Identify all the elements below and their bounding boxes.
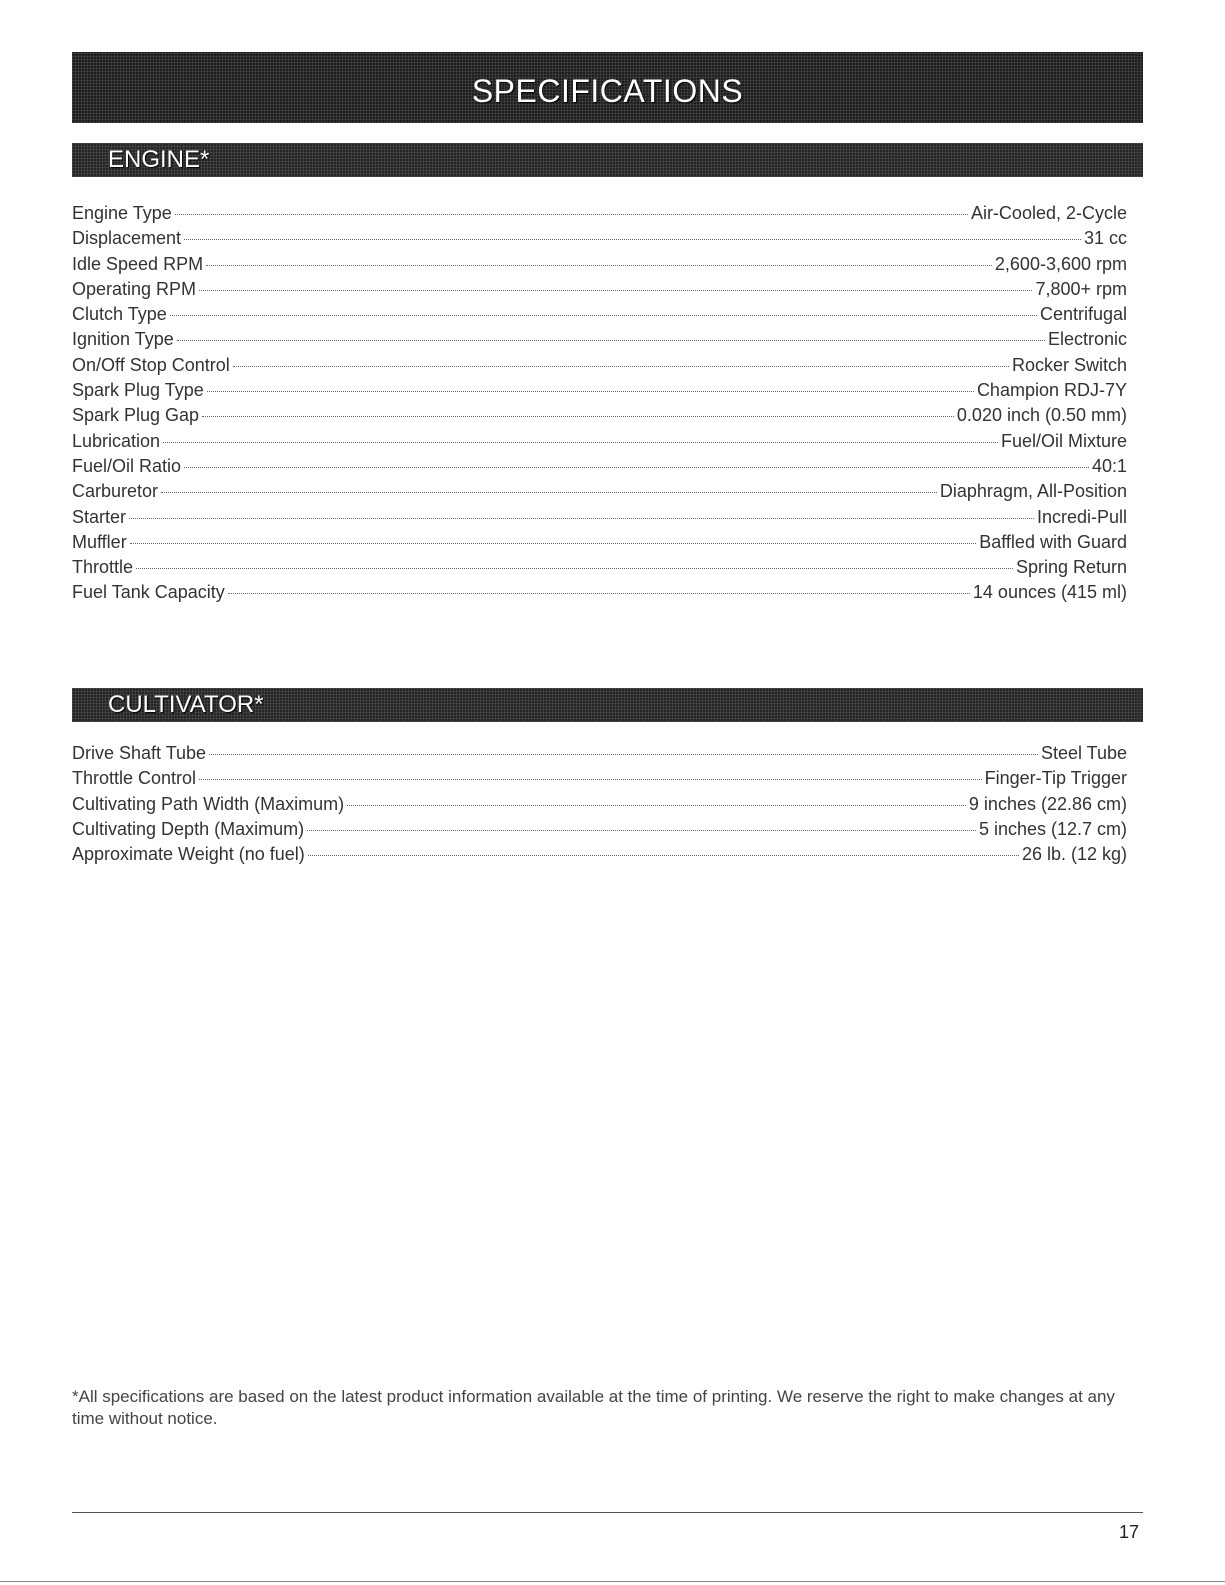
spec-row — [72, 792, 1127, 817]
spec-value: 26 lb. (12 kg) — [1021, 844, 1127, 865]
spec-row — [72, 226, 1127, 251]
dot-leader — [136, 568, 1013, 569]
spec-value: Electronic — [1047, 329, 1127, 350]
dot-leader — [199, 290, 1032, 291]
dot-leader — [228, 593, 970, 594]
dot-leader — [307, 830, 976, 831]
dot-leader — [184, 239, 1081, 240]
spec-label: Operating RPM — [72, 278, 197, 299]
spec-row — [72, 302, 1127, 327]
dot-leader — [177, 340, 1045, 341]
dot-leader — [184, 467, 1089, 468]
page-number: 17 — [1118, 1522, 1139, 1542]
dot-leader — [308, 855, 1019, 856]
spec-value: 2,600-3,600 rpm — [994, 253, 1127, 274]
spec-row — [72, 580, 1127, 605]
spec-label: Clutch Type — [72, 304, 167, 325]
spec-value: Steel Tube — [1040, 743, 1127, 763]
spec-row — [72, 201, 1127, 226]
spec-label: Carburetor — [72, 481, 159, 502]
spec-label: Displacement — [72, 228, 182, 249]
dot-leader — [209, 754, 1038, 755]
spec-label: Muffler — [72, 531, 127, 552]
spec-label: Spark Plug Type — [72, 380, 204, 401]
spec-value: Baffled with Guard — [979, 531, 1127, 552]
spec-label: Approximate Weight (no fuel) — [72, 844, 305, 865]
spec-row — [72, 378, 1127, 403]
dot-leader — [233, 366, 1009, 367]
dot-leader — [163, 442, 998, 443]
page-title: SPECIFICATIONS — [471, 73, 744, 109]
spec-label: Cultivating Path Width (Maximum) — [72, 793, 345, 814]
spec-label: Cultivating Depth (Maximum) — [72, 818, 305, 839]
page-title-banner — [72, 52, 1143, 123]
spec-value: Centrifugal — [1039, 304, 1127, 325]
engine-section-title: ENGINE* — [108, 146, 210, 173]
engine-section-header — [72, 143, 1143, 177]
dot-leader — [161, 492, 937, 493]
spec-row — [72, 530, 1127, 555]
spec-value: Fuel/Oil Mixture — [1000, 430, 1127, 451]
dot-leader — [207, 391, 974, 392]
spec-value: Champion RDJ-7Y — [976, 380, 1127, 401]
spec-row — [72, 817, 1127, 842]
cultivator-spec-list — [72, 741, 1127, 867]
footer-divider — [72, 1512, 1143, 1513]
spec-row — [72, 766, 1127, 791]
spec-row — [72, 454, 1127, 479]
specifications-footnote: *All specifications are based on the latest product information available at the time of printing. We reserve the right to make changes at any time without notice. — [72, 1387, 1115, 1428]
spec-value: 14 ounces (415 ml) — [972, 582, 1127, 603]
spec-label: Throttle — [72, 557, 134, 578]
spec-value: 7,800+ rpm — [1035, 278, 1127, 299]
spec-label: Fuel Tank Capacity — [72, 582, 225, 603]
page-bottom-edge — [0, 1581, 1225, 1582]
spec-label: Starter — [72, 506, 127, 527]
spec-row — [72, 403, 1127, 428]
spec-row — [72, 277, 1127, 302]
spec-value: Finger-Tip Trigger — [984, 768, 1127, 789]
spec-label: Lubrication — [72, 430, 161, 451]
spec-row — [72, 741, 1127, 766]
spec-value: Air-Cooled, 2-Cycle — [970, 203, 1127, 223]
spec-label: Throttle Control — [72, 768, 197, 789]
engine-spec-list — [72, 201, 1127, 606]
spec-label: Fuel/Oil Ratio — [72, 455, 182, 476]
spec-row — [72, 842, 1127, 867]
spec-value: Diaphragm, All-Position — [939, 481, 1127, 502]
spec-label: Engine Type — [72, 203, 172, 223]
spec-label: Ignition Type — [72, 329, 174, 350]
spec-value: Incredi-Pull — [1036, 506, 1127, 527]
spec-value: Rocker Switch — [1011, 354, 1127, 375]
spec-value: Spring Return — [1015, 557, 1127, 578]
spec-label: Drive Shaft Tube — [72, 743, 207, 763]
spec-row — [72, 429, 1127, 454]
spec-value: 9 inches (22.86 cm) — [968, 793, 1127, 814]
dot-leader — [175, 214, 968, 215]
dot-leader — [202, 416, 954, 417]
spec-row — [72, 252, 1127, 277]
spec-value: 40:1 — [1091, 455, 1127, 476]
spec-label: On/Off Stop Control — [72, 354, 230, 375]
spec-value: 5 inches (12.7 cm) — [978, 818, 1127, 839]
spec-value: 0.020 inch (0.50 mm) — [956, 405, 1127, 426]
dot-leader — [129, 518, 1034, 519]
dot-leader — [130, 543, 977, 544]
cultivator-section-title: CULTIVATOR* — [108, 691, 264, 718]
spec-row — [72, 555, 1127, 580]
spec-label: Spark Plug Gap — [72, 405, 200, 426]
dot-leader — [206, 265, 992, 266]
dot-leader — [199, 779, 982, 780]
spec-row — [72, 479, 1127, 504]
cultivator-section-header — [72, 688, 1143, 722]
spec-row — [72, 505, 1127, 530]
dot-leader — [347, 805, 966, 806]
spec-value: 31 cc — [1083, 228, 1127, 249]
dot-leader — [170, 315, 1037, 316]
spec-label: Idle Speed RPM — [72, 253, 204, 274]
spec-row — [72, 327, 1127, 352]
spec-row — [72, 353, 1127, 378]
